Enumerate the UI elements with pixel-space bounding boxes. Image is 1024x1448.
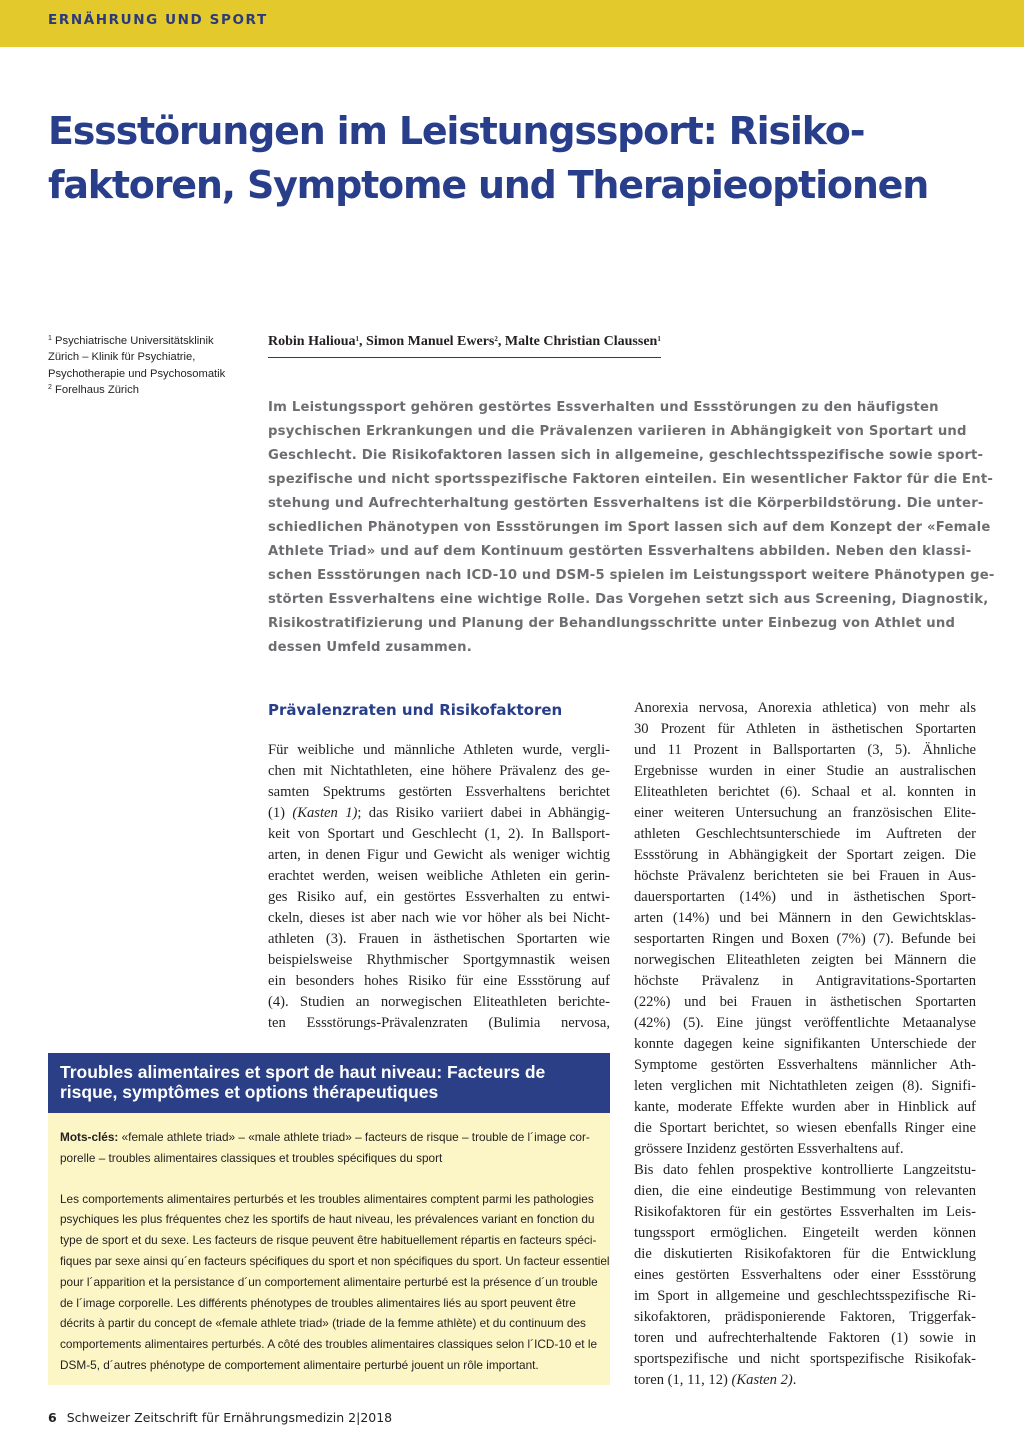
body-line: athleten Geschlechtsunterschiede im Auftreten der <box>634 826 976 842</box>
abstract-line: dessen Umfeld zusammen. <box>268 640 472 655</box>
abstract-line: stehung und Aufrechterhaltung gestörten Essverhaltens ist die Körperbildstörung. Die unter- <box>268 496 984 511</box>
abstract-line: psychischen Erkrankungen und die Prävalenzen variieren in Abhängigkeit von Sportart und <box>268 424 967 439</box>
body-column-right <box>634 698 976 1391</box>
body-line: dauersportarten (14%) und in ästhetischen Sport- <box>634 889 976 905</box>
body-line: sportspezifische und nicht sportspezifische Risikofak- <box>634 1351 976 1367</box>
article-title <box>48 104 988 212</box>
body-line: kante, moderate Effekte wurden aber in Hinblick auf <box>634 1099 976 1115</box>
summary-heading-line: Troubles alimentaires et sport de haut niveau: Facteurs de <box>60 1062 546 1082</box>
body-line: eines gestörten Essverhaltens oder einer Essstörung <box>634 1267 976 1283</box>
abstract-line: schiedlichen Phänotypen von Essstörungen im Sport lassen sich auf dem Konzept der «Female <box>268 520 991 535</box>
body-line: ckeln, dieses ist aber nach wie vor höher als bei Nicht- <box>268 910 610 926</box>
summary-heading-line: risque, symptômes et options thérapeutiques <box>60 1082 439 1102</box>
body-line: höchste Prävalenz berichteten sie bei Frauen in Aus- <box>634 868 976 884</box>
body-line: ges Risiko auf, ein gestörtes Essverhalten zu entwi- <box>268 889 610 905</box>
body-line: sikofaktoren, prädisponierende Faktoren, Triggerfak- <box>634 1309 976 1325</box>
body-line: toren (1, 11, 12) (Kasten 2). <box>634 1372 797 1388</box>
box-reference[interactable]: (Kasten 2) <box>731 1372 793 1388</box>
body-line: und 11 Prozent in Ballsportarten (3, 5). Ähnliche <box>634 742 976 758</box>
body-line: keit von Sportart und Geschlecht (1, 2). In Ballsport- <box>268 826 610 842</box>
body-line: die Sportart berichtet, so wiesen ebenfalls Ringer eine <box>634 1120 976 1136</box>
body-line: (42%) (5). Eine jüngst veröffentlichte Metaanalyse <box>634 1015 976 1031</box>
body-line: Risikofaktoren für ein gestörtes Essverhalten im Leis- <box>634 1204 976 1220</box>
abstract-line: schen Essstörungen nach ICD-10 und DSM-5 spielen im Leistungssport weitere Phänotypen ge- <box>268 568 995 583</box>
page-number: 6 <box>48 1410 57 1425</box>
body-line: ein besonders hohes Risiko für eine Essstörung auf <box>268 973 610 989</box>
body-line: grössere Inzidenz gestörten Essverhaltens auf. <box>634 1141 904 1157</box>
body-line: Anorexia nervosa, Anorexia athletica) von mehr als <box>634 700 976 716</box>
keywords-line: porelle – troubles alimentaires classiques et troubles spécifiques du sport <box>60 1150 443 1165</box>
body-line: höchste Prävalenz in Antigravitations-Sportarten <box>634 973 976 989</box>
body-line: Ergebnisse wurden in einer Studie an australischen <box>634 763 976 779</box>
keywords-label: Mots-clés: <box>60 1130 119 1144</box>
body-line: Bis dato fehlen prospektive kontrollierte Langzeitstu- <box>634 1162 976 1178</box>
body-line: (4). Studien an norwegischen Eliteathleten berichte- <box>268 994 610 1010</box>
body-line: ten Essstörungs-Prävalenzraten (Bulimia nervosa, <box>268 1015 610 1031</box>
journal-name: Schweizer Zeitschrift für Ernährungsmedizin 2|2018 <box>66 1410 393 1425</box>
summary-line: Les comportements alimentaires perturbés et les troubles alimentaires comptent parmi les pathologies <box>60 1191 594 1206</box>
abstract-line: Im Leistungssport gehören gestörtes Essverhalten und Essstörungen zu den häufigsten <box>268 400 939 415</box>
body-line: dien, die eine eindeutige Bestimmung von relevanten <box>634 1183 976 1199</box>
body-line: konnte dagegen keine signifikanten Unterschiede der <box>634 1036 976 1052</box>
section-label: ERNÄHRUNG UND SPORT <box>48 12 268 28</box>
body-line: chen mit Nichtathleten, eine höhere Prävalenz des ge- <box>268 763 610 779</box>
summary-line: décrits à partir du concept de «female athlete triad» (triade de la femme athlète) et du continuum des <box>60 1316 586 1331</box>
section-heading: Prävalenzraten und Risikofaktoren <box>268 701 563 719</box>
affiliation-line: $^2$ Forelhaus Zürich <box>48 384 139 397</box>
abstract-line: spezifische und nicht sportsspezifische Faktoren einteilen. Ein wesentlicher Faktor für die Ent- <box>268 472 994 487</box>
affiliation-line: $^1$ Psychiatrische Universitätsklinik <box>48 335 214 347</box>
body-line: erachtet werden, weisen weibliche Athleten ein gerin- <box>268 868 610 884</box>
body-line: Essstörung in Abhängigkeit der Sportart zeigen. Die <box>634 847 976 863</box>
body-line: athleten (3). Frauen in ästhetischen Sportarten wie <box>268 931 610 947</box>
abstract <box>268 396 995 660</box>
summary-line: de l´image corporelle. Les différents phénotypes de troubles alimentaires liés au sport peuvent être <box>60 1295 576 1310</box>
body-line: samten Spektrums gestörten Essverhaltens berichtet <box>268 784 610 800</box>
body-line: sesportarten Ringen und Boxen (7%) (7). Befunde bei <box>634 931 976 947</box>
summary-box-heading <box>48 1053 610 1113</box>
french-summary-box <box>48 1053 610 1385</box>
author-name: Robin Halioua <box>268 334 356 349</box>
body-line: die diskutierten Risikofaktoren für die Entwicklung <box>634 1246 976 1262</box>
page-footer <box>48 1410 392 1426</box>
body-line: arten (14%) und bei Männern in den Gewichtsklas- <box>634 910 976 926</box>
summary-line: comportements alimentaires perturbés. A côté des troubles alimentaires classiques selon l´ICD-10 et le <box>60 1337 598 1352</box>
body-line: tungssport ermöglichen. Eingeteilt werden können <box>634 1225 976 1241</box>
summary-line: type de sport et du sexe. Les facteurs de risque peuvent être habituellement répartis en facteurs spéci- <box>60 1233 597 1248</box>
abstract-line: Risikostratifizierung und Planung der Behandlungsschritte unter Einbezug von Athlet und <box>268 616 956 631</box>
author-list: Robin Halioua$^1$, Simon Manuel Ewers$^2$, Malte Christian Claussen$^1$ <box>268 333 661 358</box>
affiliations <box>48 333 258 399</box>
body-line: norwegischen Eliteathleten zeigten bei Männern die <box>634 952 976 968</box>
keywords-line: Mots-clés: «female athlete triad» – «male athlete triad» – facteurs de risque – trouble de l´image cor- <box>60 1130 590 1144</box>
body-line: (1) (Kasten 1); das Risiko variiert dabei in Abhängig- <box>268 805 610 821</box>
affiliation-line: Zürich – Klinik für Psychiatrie, <box>48 351 196 364</box>
body-line: Symptome gestörten Essverhaltens männlicher Ath- <box>634 1057 976 1073</box>
body-line: beispielsweise Rhythmischer Sportgymnastik weisen <box>268 952 610 968</box>
author-name: Simon Manuel Ewers <box>366 334 495 349</box>
body-line: im Sport in allgemeine und geschlechtsspezifische Ri- <box>634 1288 976 1304</box>
body-line: Eliteathleten berichtet (6). Schaal et al. konnten in <box>634 784 976 800</box>
summary-line: fiques par sexe ainsi qu´en facteurs spécifiques du sport et non spécifiques du sport. Un facteur essentiel <box>60 1253 610 1268</box>
body-line: arten, in denen Figur und Gewicht als weniger wichtig <box>268 847 610 863</box>
title-line: Essstörungen im Leistungssport: Risiko- <box>48 109 865 153</box>
body-line: toren und aufrechterhaltende Faktoren (1) sowie in <box>634 1330 976 1346</box>
body-column-left <box>268 740 610 1034</box>
section-banner <box>0 0 1024 47</box>
summary-line: DSM-5, d´autres phénotype de comportement alimentaire perturbé jouent un rôle important. <box>60 1357 539 1372</box>
box-reference[interactable]: (Kasten 1) <box>292 805 358 821</box>
affiliation-line: Psychotherapie und Psychosomatik <box>48 367 226 380</box>
body-line: 30 Prozent für Athleten in ästhetischen Sportarten <box>634 721 976 737</box>
title-line: faktoren, Symptome und Therapieoptionen <box>48 163 929 207</box>
summary-line: pour l´apparition et la persistance d´un comportement alimentaire perturbé est la présence d´un trouble <box>60 1274 598 1289</box>
body-line: Für weibliche und männliche Athleten wurde, vergli- <box>268 742 610 758</box>
abstract-line: Geschlecht. Die Risikofaktoren lassen sich in allgemeine, geschlechtsspezifische sowie sport- <box>268 448 984 463</box>
summary-box-body <box>48 1113 610 1376</box>
author-name: Malte Christian Claussen <box>504 334 658 349</box>
summary-line: psychiques les plus fréquentes chez les sportifs de haut niveau, les prévalences variant en fonction du <box>60 1212 595 1227</box>
body-line: (22%) und bei Frauen in ästhetischen Sportarten <box>634 994 976 1010</box>
abstract-line: Athlete Triad» und auf dem Kontinuum gestörten Essverhaltens abbilden. Neben den klassi- <box>268 544 972 559</box>
body-line: leten verglichen mit Nichtathleten zeigen (8). Signifi- <box>634 1078 976 1094</box>
body-line: einer weiteren Untersuchung an französischen Elite- <box>634 805 976 821</box>
abstract-line: störten Essverhaltens eine wichtige Rolle. Das Vorgehen setzt sich aus Screening, Diagnostik, <box>268 592 989 607</box>
